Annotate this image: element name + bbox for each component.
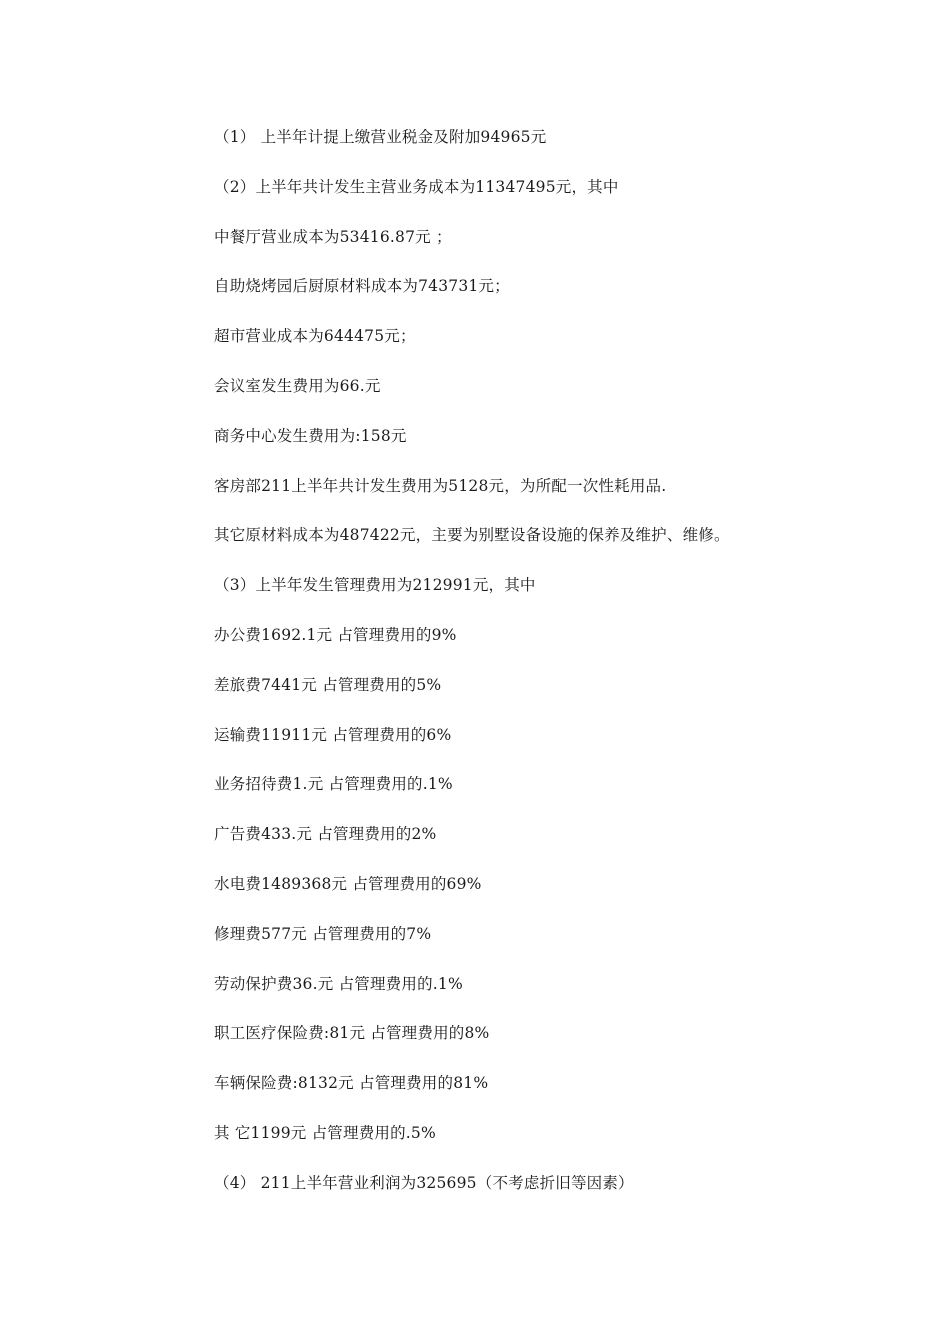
expense-travel: 差旅费7441元 占管理费用的5% — [214, 675, 442, 694]
paragraph-business-center-cost: 商务中心发生费用为:158元 — [214, 426, 407, 445]
paragraph-chinese-restaurant-cost: 中餐厅营业成本为53416.87元 ； — [214, 227, 452, 246]
paragraph-supermarket-cost: 超市营业成本为644475元； — [214, 327, 416, 346]
expense-other: 其 它1199元 占管理费用的.5% — [214, 1123, 436, 1142]
expense-office: 办公费1692.1元 占管理费用的9% — [214, 625, 457, 644]
expense-vehicle-insurance: 车辆保险费:8132元 占管理费用的81% — [214, 1074, 489, 1093]
expense-medical-insurance: 职工医疗保险费:81元 占管理费用的8% — [214, 1024, 490, 1043]
paragraph-bbq-kitchen-cost: 自助烧烤园后厨原材料成本为743731元； — [214, 277, 510, 296]
paragraph-housekeeping-cost: 客房部211上半年共计发生费用为5128元，为所配一次性耗用品. — [214, 476, 667, 495]
paragraph-meeting-room-cost: 会议室发生费用为66.元 — [214, 376, 381, 395]
paragraph-operating-profit: （4） 211上半年营业利润为325695（不考虑折旧等因素） — [214, 1173, 634, 1192]
paragraph-management-expense: （3）上半年发生管理费用为212991元，其中 — [214, 576, 536, 595]
expense-advertising: 广告费433.元 占管理费用的2% — [214, 825, 437, 844]
paragraph-other-material-cost: 其它原材料成本为487422元，主要为别墅设备设施的保养及维护、维修。 — [214, 526, 730, 545]
paragraph-business-tax: （1） 上半年计提上缴营业税金及附加94965元 — [214, 128, 547, 146]
paragraph-main-cost: （2）上半年共计发生主营业务成本为11347495元，其中 — [214, 177, 619, 196]
document-body — [214, 123, 894, 1219]
expense-labor-protection: 劳动保护费36.元 占管理费用的.1% — [214, 974, 463, 993]
expense-utilities: 水电费1489368元 占管理费用的69% — [214, 874, 482, 893]
expense-entertainment: 业务招待费1.元 占管理费用的.1% — [214, 775, 453, 794]
expense-repair: 修理费577元 占管理费用的7% — [214, 924, 432, 943]
expense-transport: 运输费11911元 占管理费用的6% — [214, 725, 452, 744]
